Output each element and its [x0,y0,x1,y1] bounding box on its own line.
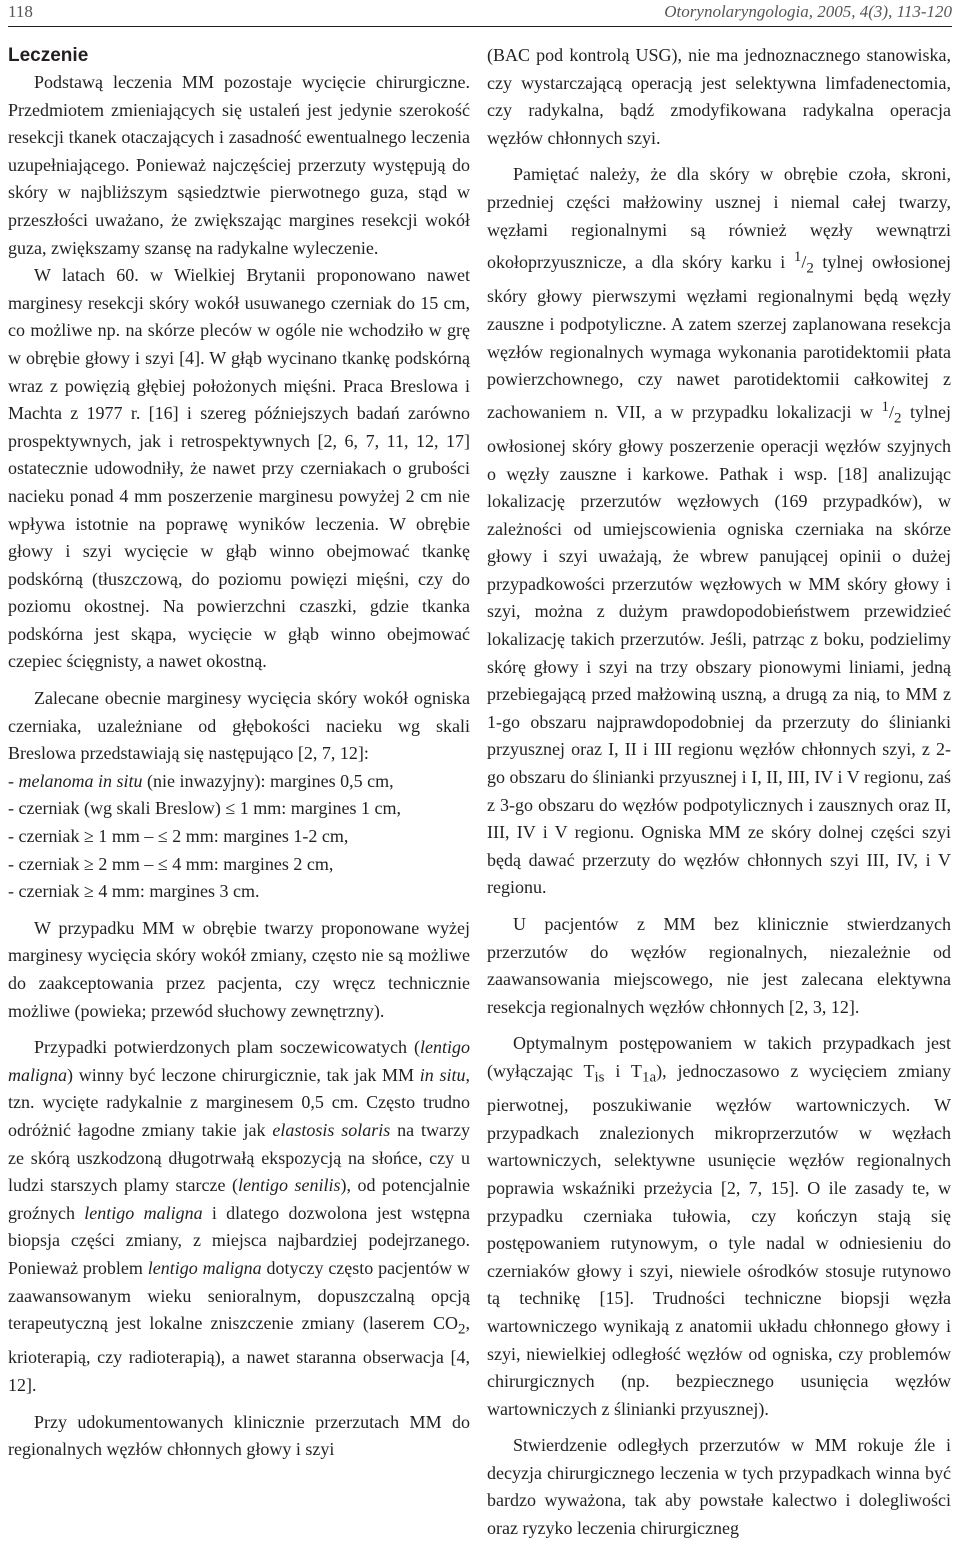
paragraph: Optymalnym postępowaniem w takich przypadkach jest (wyłączając $T_{is}$ i $T_{1a}$), jednoczasowo z wycięciem zmiany pierwotnej, poszukiwanie węzłów wartowniczych. W przypadkach znalezionych mikroprzerzutów w węzłach wartowniczych, selektywne usunięcie węzłów regionalnych poprawia wskaźniki przeżycia [2, 7, 15]. O ile zasady te, w przypadku czerniaka tułowia, czy kończyn stają się postępowaniem rutynowym, o tyle nadal w odniesieniu do czerniaków głowy i szyi, niewiele ośrodków stosuje rutynowo tą technikę [15]. Trudności techniczne biopsji węzła wartowniczego wynikają z anatomii układu chłonnego głowy i szyi, niewielkiej odległość węzłów od ogniska, czy problemów chirurgicznych (np. bezpiecznego usunięcia węzłów wartowniczych z ślinianki przyusznej). [487,1033,952,1419]
list-item: - melanoma in situ (nie inwazyjny): margines 0,5 cm, [8,770,394,791]
journal-citation: Otorynolaryngologia, 2005, 4(3), 113-120 [664,2,952,21]
right-column [487,42,951,1543]
list-item: - czerniak ≥ 2 mm – ≤ 4 mm: margines 2 cm, [8,853,334,874]
paragraph: Przy udokumentowanych klinicznie przerzutach MM do regionalnych węzłów chłonnych głowy i szyi [8,1411,470,1460]
list-item: - czerniak ≥ 4 mm: margines 3 cm. [8,881,260,902]
paragraph: Przypadki potwierdzonych plam soczewicowatych (lentigo maligna) winny być leczone chirurgicznie, tak jak MM in situ, tzn. wycięte radykalnie z marginesem 0,5 cm. Często trudno odróżnić łagodne zmiany takie jak elastosis solaris na twarzy ze skórą uszkodzoną długotrwałą ekspozycją na słońce, czy u ludzi starszych plamy starcze (lentigo senilis), od potencjalnie groźnych lentigo maligna i dlatego dozwolona jest wstępna biopsja części zmiany, z miejsca najbardziej podejrzanego. Ponieważ problem lentigo maligna dotyczy często pacjentów w zaawansowanym wieku senioralnym, dopuszczalną opcją terapeutyczną jest lokalne zniszczenie zmiany (laserem $CO_2$, krioterapią, czy radioterapią), a nawet staranna obserwacja [4, 12]. [8,1037,471,1395]
list-item: - czerniak (wg skali Breslow) ≤ 1 mm: margines 1 cm, [8,798,401,819]
running-header [8,0,952,27]
section-heading: Leczenie [8,45,89,66]
paragraph: Stwierdzenie odległych przerzutów w MM rokuje źle i decyzja chirurgicznego leczenia w tych przypadkach winna być bardzo wyważona, tak aby powstałe kalectwo i dolegliwości oraz ryzyko leczenia chirurgiczneg [487,1435,951,1539]
left-column [8,42,470,1464]
page-number: 118 [8,2,33,21]
paragraph: W przypadku MM w obrębie twarzy proponowane wyżej marginesy wycięcia skóry wokół zmiany, często nie są możliwe do zaakceptowania przez pacjenta, czy wręcz technicznie możliwe (powieka; przewód słuchowy zewnętrzny). [8,917,470,1021]
list-item: - czerniak ≥ 1 mm – ≤ 2 mm: margines 1-2 cm, [8,826,349,847]
paragraph: W latach 60. w Wielkiej Brytanii proponowano nawet marginesy resekcji skóry wokół usuwanego czerniak do 15 cm, co możliwe np. na skórze pleców w ogóle nie wchodziło w grę w obrębie głowy i szyi [4]. W głąb wycinano tkankę podskórną wraz z powięzią głębiej położonych mięśni. Praca Breslowa i Machta z 1977 r. [16] i szereg późniejszych badań zarówno prospektywnych, jak i retrospektywnych [2, 6, 7, 11, 12, 17] ostatecznie udowodniły, że nawet przy czerniakach o grubości nacieku ponad 4 mm poszerzenie marginesu powyżej 2 cm nie wpływa istotnie na poprawę wyników leczenia. W obrębie głowy i szyi wycięcie w głąb winno obejmować tkankę podskórną (tłuszczową, do poziomu powięzi mięśni, czy do poziomu okostnej. Na powierzchni czaszki, gdzie tkanka podskórna jest skąpa, wycięcie w głąb winno obejmować czepiec ścięgnisty, a nawet okostną. [8,265,470,672]
paragraph: Pamiętać należy, że dla skóry w obrębie czoła, skroni, przedniej części małżowiny usznej i niemal całej twarzy, węzłami regionalnymi są również węzły wewnątrzi okołoprzyusznicze, a dla skóry karku i $^1/_2$ tylnej owłosionej skóry głowy pierwszymi węzłami regionalnymi będą węzły zauszne i podpotyliczne. A zatem szerzej zaplanowana resekcja węzłów regionalnych wymaga wykonania parotidektomii płata powierzchownego, czy nawet parotidektomii całkowitej z zachowaniem n. VII, a w przypadku lokalizacji w $^1/_2$ tylnej owłosionej skóry głowy poszerzenie operacji węzłów szyjnych o węzły zauszne i karkowe. Pathak i wsp. [18] analizując lokalizację przerzutów węzłowych (169 przypadków), w zależności od umiejscowienia ogniska czerniaka na skórze głowy i szyi uważają, że wbrew panującej opinii o dużej przypadkowości przerzutów węzłowych w MM skóry głowy i szyi, można z dużym prawdopodobieństwem przewidzieć lokalizację takich przerzutów. Jeśli, patrząc z boku, podzielimy skórę głowy i szyi na trzy obszary pionowymi liniami, jedną przebiegającą przed małżowiną uszną, a drugą za nią, to MM z 1-go obszaru najprawdopodobniej da przerzuty do ślinianki przyusznej oraz I, II i III regionu węzłów chłonnych szyi, z 2-go obszaru do ślinianki przyusznej i I, II, III, IV i V regionu, zaś z 3-go obszaru do węzłów podpotylicznych i zausznych oraz II, III, IV i V regionu. Ogniska MM ze skóry dolnej części szyi będą dawać przerzuty do węzłów chłonnych szyi III, IV, i V regionu. [487,164,952,898]
paragraph: U pacjentów z MM bez klinicznie stwierdzanych przerzutów do węzłów regionalnych, niezależnie od zaawansowania miejscowego, nie jest zalecana elektywna resekcja regionalnych węzłów chłonnych [2, 3, 12]. [487,914,951,1017]
paragraph: Podstawą leczenia MM pozostaje wycięcie chirurgiczne. Przedmiotem zmieniających się ustaleń jest jedynie szerokość resekcji tkanek otaczających i zasadność ewentualnego leczenia uzupełniającego. Ponieważ najczęściej przerzuty występują do skóry w najbliższym sąsiedztwie pierwotnego guza, stąd w przeszłości uważano, że zwiększając margines resekcji wokół guza, zwiększamy szansę na radykalne wyleczenie. [8,72,470,258]
margin-list [8,768,470,906]
paragraph: Zalecane obecnie marginesy wycięcia skóry wokół ogniska czerniaka, uzależniane od głębokości nacieku wg skali Breslowa przedstawiają się następująco [2, 7, 12]: [8,688,470,764]
paragraph: (BAC pod kontrolą USG), nie ma jednoznacznego stanowiska, czy wystarczającą operacją jest selektywna limfadenectomia, czy radykalna, bądź zmodyfikowana radykalna operacja węzłów chłonnych szyi. [487,45,951,148]
